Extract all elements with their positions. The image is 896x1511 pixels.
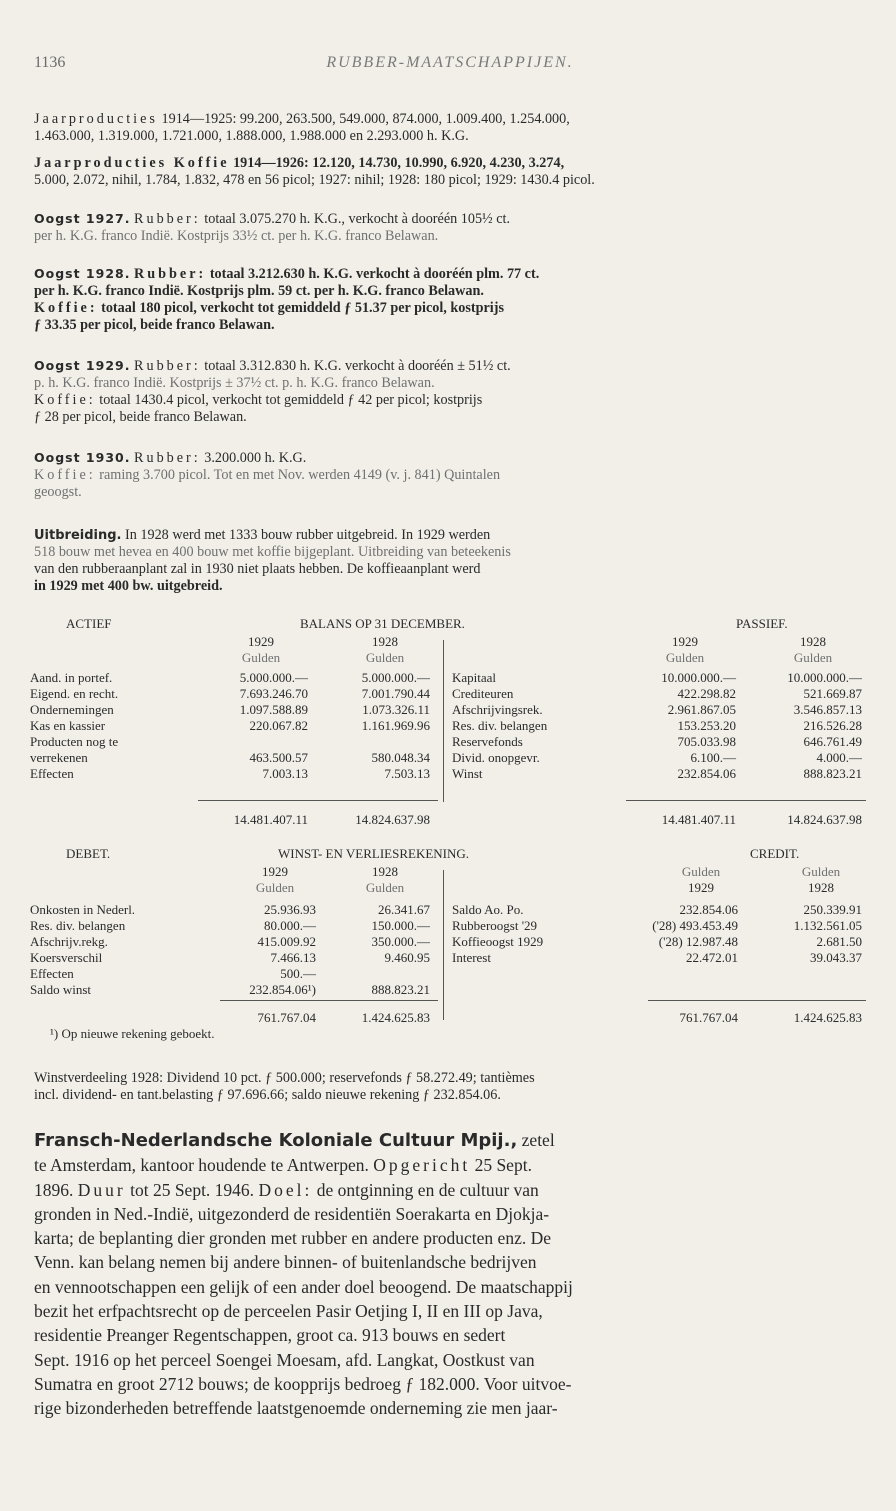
total-value: 14.481.407.11 bbox=[661, 812, 736, 827]
col-unit: Gulden bbox=[365, 880, 405, 895]
total-value: 14.824.637.98 bbox=[355, 812, 430, 827]
actief-label: Eigend. en recht. bbox=[30, 686, 119, 701]
actief-value-1928: 580.048.34 bbox=[371, 750, 430, 765]
debet-row bbox=[30, 982, 866, 998]
actief-value-1928: 1.161.969.96 bbox=[361, 718, 430, 733]
actief-value-1929: 220.067.82 bbox=[249, 718, 308, 733]
passief-value-1928: 521.669.87 bbox=[803, 686, 862, 701]
company-text: 25 Sept. bbox=[474, 1155, 532, 1176]
actief-value-1928: 7.503.13 bbox=[384, 766, 430, 781]
uitbreiding-label: Uitbreiding. bbox=[34, 528, 122, 543]
passief-value-1928: 3.546.857.13 bbox=[793, 702, 862, 717]
sum-rule bbox=[626, 800, 866, 801]
debet-label: Saldo winst bbox=[30, 982, 92, 997]
duur-label: Duur bbox=[77, 1179, 126, 1200]
column-divider bbox=[443, 640, 444, 802]
company-text: karta; de beplanting dier gronden met rubber en andere producten enz. De bbox=[34, 1228, 552, 1249]
rubber-label: Rubber: bbox=[134, 358, 201, 374]
winstverdeeling-text: incl. dividend- en tant.belasting ƒ 97.696.66; saldo nieuwe rekening ƒ 232.854.06. bbox=[34, 1087, 501, 1103]
column-divider bbox=[443, 870, 444, 1020]
passief-value-1928: 888.823.21 bbox=[803, 766, 862, 781]
credit-value-1929: 232.854.06 bbox=[679, 902, 738, 917]
col-year: 1928 bbox=[808, 880, 834, 895]
total-value: 761.767.04 bbox=[679, 1010, 738, 1025]
company-text: residentie Preanger Regentschappen, groot ca. 913 bouws en sedert bbox=[34, 1325, 506, 1346]
oogst-text: ƒ 28 per picol, beide franco Belawan. bbox=[34, 409, 247, 425]
passief-label: Crediteuren bbox=[452, 686, 514, 701]
actief-value-1929: 1.097.588.89 bbox=[239, 702, 308, 717]
oogst-text: p. h. K.G. franco Indië. Kostprijs ± 37½ ct. p. h. K.G. franco Belawan. bbox=[34, 375, 435, 391]
passief-label: Winst bbox=[452, 766, 483, 781]
sum-rule bbox=[220, 1000, 438, 1001]
debet-value-1928: 350.000.— bbox=[371, 934, 430, 949]
oogst-1927 bbox=[34, 210, 862, 245]
actief-label: Ondernemingen bbox=[30, 702, 114, 717]
passief-heading: PASSIEF. bbox=[736, 616, 788, 631]
uitbreiding-text: van den rubberaanplant zal in 1930 niet plaats hebben. De koffieaanplant werd bbox=[34, 561, 481, 577]
passief-label: Divid. onopgevr. bbox=[452, 750, 540, 765]
company-text: bezit het erfpachtsrecht op de perceelen Pasir Oetjing I, II en III op Java, bbox=[34, 1301, 543, 1322]
oogst-text: totaal 180 picol, verkocht tot gemiddeld ƒ 51.37 per picol, kostprijs bbox=[101, 300, 504, 316]
passief-label: Res. div. belangen bbox=[452, 718, 548, 733]
company-text: en vennootschappen een gelijk of een ander doel beoogend. De maatschappij bbox=[34, 1276, 573, 1297]
debet-label: Afschrijv.rekg. bbox=[30, 934, 108, 949]
actief-label: Effecten bbox=[30, 766, 74, 781]
passief-value-1928: 646.761.49 bbox=[803, 734, 862, 749]
uitbreiding-text: In 1928 werd met 1333 bouw rubber uitgebreid. In 1929 werden bbox=[125, 527, 491, 543]
oogst-1928 bbox=[34, 265, 862, 334]
debet-value-1928: 9.460.95 bbox=[384, 950, 430, 965]
oogst-1928-label: Oogst 1928. bbox=[34, 266, 131, 281]
oogst-text: per h. K.G. franco Indië. Kostprijs 33½ ct. per h. K.G. franco Belawan. bbox=[34, 228, 439, 244]
company-text: gronden in Ned.-Indië, uitgezonderd de residentiën Soerakarta en Djokja- bbox=[34, 1203, 550, 1224]
credit-value-1928: 39.043.37 bbox=[810, 950, 862, 965]
company-text: Venn. kan belang nemen bij andere binnen- of buitenlandsche bedrijven bbox=[34, 1252, 537, 1273]
jaarproducties-label: Jaarproducties bbox=[34, 111, 158, 127]
actief-label: verrekenen bbox=[30, 750, 88, 765]
debet-row bbox=[30, 966, 866, 982]
credit-label: Koffieoogst 1929 bbox=[452, 934, 544, 949]
company-text: Sept. 1916 op het perceel Soengei Moesam, afd. Langkat, Oostkust van bbox=[34, 1349, 535, 1370]
passief-value-1928: 4.000.— bbox=[816, 750, 862, 765]
actief-value-1929: 7.693.246.70 bbox=[239, 686, 308, 701]
debet-value-1928: 888.823.21 bbox=[371, 982, 430, 997]
credit-value-1929: ('28) 12.987.48 bbox=[658, 934, 738, 949]
col-unit: Gulden bbox=[241, 650, 281, 665]
uitbreiding-text: 518 bouw met hevea en 400 bouw met koffie bijgeplant. Uitbreiding van beteekenis bbox=[34, 544, 511, 560]
credit-row bbox=[30, 918, 866, 934]
total-value: 14.824.637.98 bbox=[787, 812, 862, 827]
passief-value-1929: 232.854.06 bbox=[677, 766, 736, 781]
col-year: 1929 bbox=[672, 634, 698, 649]
balans-table bbox=[30, 616, 866, 836]
credit-heading: CREDIT. bbox=[750, 846, 800, 861]
passief-row bbox=[30, 718, 866, 734]
jaarproducties-koffie-text: 5.000, 2.072, nihil, 1.784, 1.832, 478 en 56 picol; 1927: nihil; 1928: 180 picol; 1929: 1430.4 picol. bbox=[34, 172, 595, 188]
passief-value-1929: 10.000.000.— bbox=[661, 670, 736, 685]
debet-label: Res. div. belangen bbox=[30, 918, 126, 933]
footnote: ¹) Op nieuwe rekening geboekt. bbox=[50, 1026, 215, 1041]
credit-value-1929: ('28) 493.453.49 bbox=[652, 918, 738, 933]
debet-heading: DEBET. bbox=[66, 846, 111, 861]
actief-label: Aand. in portef. bbox=[30, 670, 113, 685]
passief-label: Kapitaal bbox=[452, 670, 497, 685]
jaarproducties-koffie-text: 1914—1926: 12.120, 14.730, 10.990, 6.920, 4.230, 3.274, bbox=[233, 155, 565, 171]
doel-label: Doel: bbox=[258, 1179, 313, 1200]
oogst-text: totaal 3.212.630 h. K.G. verkocht à dooréén plm. 77 ct. bbox=[209, 266, 540, 282]
winst-table bbox=[30, 846, 866, 1046]
col-unit: Gulden bbox=[681, 864, 721, 879]
col-year: 1929 bbox=[688, 880, 714, 895]
oogst-1929-label: Oogst 1929. bbox=[34, 358, 131, 373]
winstverdeeling bbox=[34, 1070, 862, 1104]
total-value: 14.481.407.11 bbox=[233, 812, 308, 827]
actief-value-1929: 463.500.57 bbox=[249, 750, 308, 765]
actief-label: Producten nog te bbox=[30, 734, 119, 749]
rubber-label: Rubber: bbox=[134, 211, 201, 227]
jaarproducties-koffie bbox=[34, 155, 862, 189]
passief-value-1929: 6.100.— bbox=[690, 750, 736, 765]
oogst-text: raming 3.700 picol. Tot en met Nov. werden 4149 (v. j. 841) Quintalen bbox=[99, 467, 501, 483]
actief-value-1929: 5.000.000.— bbox=[239, 670, 308, 685]
debet-label: Onkosten in Nederl. bbox=[30, 902, 136, 917]
jaarproducties-text: 1914—1925: 99.200, 263.500, 549.000, 874.000, 1.009.400, 1.254.000, bbox=[161, 111, 570, 127]
total-value: 761.767.04 bbox=[257, 1010, 316, 1025]
debet-value-1929: 500.— bbox=[280, 966, 316, 981]
company-text: rige bizonderheden betreffende laatstgenoemde onderneming zie men jaar- bbox=[34, 1398, 558, 1419]
oogst-text: totaal 3.075.270 h. K.G., verkocht à dooréén 105½ ct. bbox=[204, 211, 511, 227]
passief-value-1928: 10.000.000.— bbox=[787, 670, 862, 685]
oogst-text: ƒ 33.35 per picol, beide franco Belawan. bbox=[34, 317, 275, 333]
balans-title: BALANS OP 31 DECEMBER. bbox=[300, 616, 465, 631]
running-title: RUBBER-MAATSCHAPPIJEN. bbox=[326, 54, 574, 71]
passief-row bbox=[30, 766, 866, 782]
passief-value-1928: 216.526.28 bbox=[803, 718, 862, 733]
debet-value-1929: 232.854.06¹) bbox=[249, 982, 316, 997]
credit-value-1928: 250.339.91 bbox=[803, 902, 862, 917]
koffie-label: Koffie: bbox=[34, 300, 98, 316]
company-title: Fransch-Nederlandsche Koloniale Cultuur Mpij., bbox=[34, 1130, 518, 1151]
debet-value-1929: 80.000.— bbox=[264, 918, 316, 933]
actief-label: Kas en kassier bbox=[30, 718, 106, 733]
passief-value-1929: 2.961.867.05 bbox=[667, 702, 736, 717]
winstverdeeling-text: Winstverdeeling 1928: Dividend 10 pct. ƒ 500.000; reservefonds ƒ 58.272.49; tantièmes bbox=[34, 1070, 535, 1086]
company-text: tot 25 Sept. 1946. bbox=[130, 1179, 255, 1200]
company-entry bbox=[34, 1128, 862, 1421]
debet-value-1928: 150.000.— bbox=[371, 918, 430, 933]
credit-label: Rubberoogst '29 bbox=[452, 918, 538, 933]
actief-heading: ACTIEF bbox=[66, 616, 112, 631]
credit-value-1928: 2.681.50 bbox=[816, 934, 862, 949]
company-text: Sumatra en groot 2712 bouws; de koopprijs bedroeg ƒ 182.000. Voor uitvoe- bbox=[34, 1373, 572, 1394]
actief-value-1928: 5.000.000.— bbox=[361, 670, 430, 685]
debet-label: Koersverschil bbox=[30, 950, 103, 965]
debet-value-1929: 7.466.13 bbox=[270, 950, 316, 965]
col-unit: Gulden bbox=[793, 650, 833, 665]
debet-value-1929: 415.009.92 bbox=[257, 934, 316, 949]
opgericht-label: Opgericht bbox=[373, 1155, 471, 1176]
winst-title: WINST- EN VERLIESREKENING. bbox=[278, 846, 470, 861]
total-value: 1.424.625.83 bbox=[361, 1010, 430, 1025]
jaarproducties-text: 1.463.000, 1.319.000, 1.721.000, 1.888.000, 1.988.000 en 2.293.000 h. K.G. bbox=[34, 128, 469, 144]
passief-row bbox=[30, 702, 866, 718]
debet-value-1928: 26.341.67 bbox=[378, 902, 430, 917]
company-text: te Amsterdam, kantoor houdende te Antwerpen. bbox=[34, 1155, 369, 1176]
credit-label: Saldo Ao. Po. bbox=[452, 902, 524, 917]
uitbreiding bbox=[34, 527, 862, 595]
jaarproducties-rubber bbox=[34, 111, 862, 145]
col-unit: Gulden bbox=[255, 880, 295, 895]
col-unit: Gulden bbox=[665, 650, 705, 665]
debet-label: Effecten bbox=[30, 966, 74, 981]
passief-row bbox=[30, 686, 866, 702]
col-unit: Gulden bbox=[365, 650, 405, 665]
debet-value-1929: 25.936.93 bbox=[264, 902, 316, 917]
uitbreiding-text: in 1929 met 400 bw. uitgebreid. bbox=[34, 578, 223, 594]
passief-value-1929: 153.253.20 bbox=[677, 718, 736, 733]
col-year: 1928 bbox=[800, 634, 826, 649]
page-number: 1136 bbox=[34, 54, 66, 71]
rubber-label: Rubber: bbox=[134, 266, 207, 282]
credit-value-1929: 22.472.01 bbox=[686, 950, 738, 965]
oogst-1930-label: Oogst 1930. bbox=[34, 450, 131, 465]
oogst-1927-label: Oogst 1927. bbox=[34, 211, 131, 226]
company-text: 1896. bbox=[34, 1179, 74, 1200]
col-year: 1929 bbox=[248, 634, 274, 649]
passief-row bbox=[30, 750, 866, 766]
credit-label: Interest bbox=[452, 950, 491, 965]
oogst-text: geoogst. bbox=[34, 484, 82, 500]
passief-value-1929: 422.298.82 bbox=[677, 686, 736, 701]
passief-value-1929: 705.033.98 bbox=[677, 734, 736, 749]
rubber-label: Rubber: bbox=[134, 450, 201, 466]
koffie-label: Koffie: bbox=[34, 467, 96, 483]
col-unit: Gulden bbox=[801, 864, 841, 879]
col-year: 1928 bbox=[372, 634, 398, 649]
actief-value-1928: 7.001.790.44 bbox=[361, 686, 430, 701]
oogst-1929 bbox=[34, 357, 862, 426]
credit-row bbox=[30, 950, 866, 966]
col-year: 1929 bbox=[262, 864, 288, 879]
koffie-label: Koffie: bbox=[34, 392, 96, 408]
passief-row bbox=[30, 670, 866, 686]
actief-value-1928: 1.073.326.11 bbox=[362, 702, 430, 717]
company-text: zetel bbox=[521, 1130, 555, 1150]
actief-value-1929: 7.003.13 bbox=[262, 766, 308, 781]
oogst-1930 bbox=[34, 449, 862, 501]
total-value: 1.424.625.83 bbox=[793, 1010, 862, 1025]
passief-label: Reservefonds bbox=[452, 734, 523, 749]
credit-value-1928: 1.132.561.05 bbox=[793, 918, 862, 933]
sum-rule bbox=[198, 800, 438, 801]
company-text: de ontginning en de cultuur van bbox=[316, 1179, 539, 1200]
oogst-text: 3.200.000 h. K.G. bbox=[204, 450, 307, 466]
sum-rule bbox=[648, 1000, 866, 1001]
oogst-text: totaal 3.312.830 h. K.G. verkocht à dooréén ± 51½ ct. bbox=[204, 358, 511, 374]
passief-label: Afschrijvingsrek. bbox=[452, 702, 543, 717]
credit-row bbox=[30, 902, 866, 918]
page-header bbox=[34, 54, 866, 76]
jaarproducties-koffie-label: Jaarproducties Koffie bbox=[34, 155, 230, 171]
col-year: 1928 bbox=[372, 864, 398, 879]
credit-row bbox=[30, 934, 866, 950]
passief-row bbox=[30, 734, 866, 750]
oogst-text: totaal 1430.4 picol, verkocht tot gemiddeld ƒ 42 per picol; kostprijs bbox=[99, 392, 483, 408]
oogst-text: per h. K.G. franco Indië. Kostprijs plm. 59 ct. per h. K.G. franco Belawan. bbox=[34, 283, 484, 299]
